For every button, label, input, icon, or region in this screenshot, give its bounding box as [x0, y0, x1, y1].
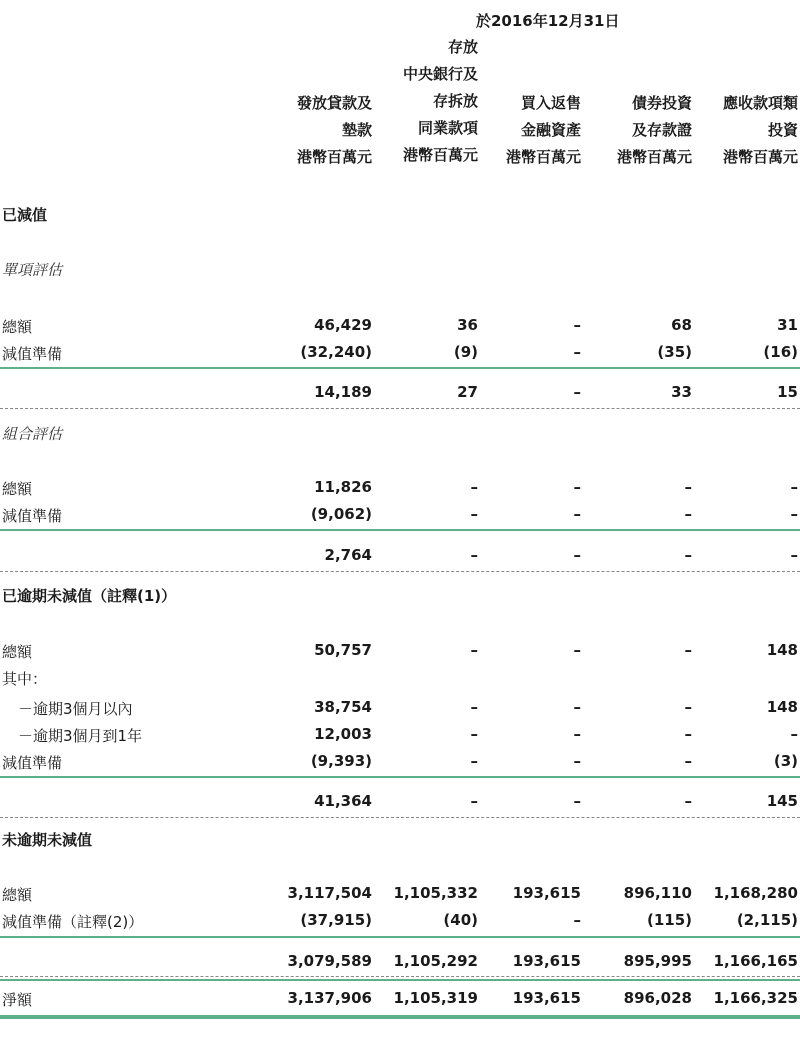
table-row [0, 668, 800, 690]
cell: 68 [671, 316, 692, 334]
cell: – [573, 725, 581, 743]
cell: – [573, 546, 581, 564]
cell: – [573, 316, 581, 334]
column-header-deposits [403, 38, 478, 164]
column-header-receivables [723, 94, 798, 166]
row-label: 減值準備（註釋(2)） [2, 913, 144, 931]
section-not-overdue: 未逾期未減值 [2, 831, 93, 849]
dashed-divider [0, 408, 800, 409]
subsection-individual: 單項評估 [2, 261, 63, 279]
table-row [0, 343, 800, 365]
cell: 1,105,319 [393, 989, 478, 1007]
cell: (40) [443, 911, 478, 929]
subtotal-rule [0, 367, 800, 369]
cell: – [573, 792, 581, 810]
cell: (2,115) [736, 911, 798, 929]
subsection-collective: 組合評估 [2, 425, 63, 443]
cell: – [573, 505, 581, 523]
header-line: 同業款項 [417, 119, 478, 137]
cell: 27 [457, 383, 478, 401]
cell: – [573, 478, 581, 496]
subtotal-rule [0, 776, 800, 778]
header-line: 港幣百萬元 [505, 148, 581, 166]
table-row [0, 316, 800, 338]
cell: – [470, 725, 478, 743]
cell: – [470, 546, 478, 564]
subtotal-rule [0, 936, 800, 938]
row-label: 總額 [2, 480, 33, 498]
header-line: 存放 [447, 38, 478, 56]
table-row [0, 911, 800, 933]
cell: 148 [766, 698, 798, 716]
cell: – [790, 478, 798, 496]
cell: 14,189 [314, 383, 372, 401]
cell: 1,105,332 [393, 884, 478, 902]
column-header-debt-securities [617, 94, 692, 166]
cell: 2,764 [324, 546, 372, 564]
header-line: 港幣百萬元 [402, 146, 478, 164]
row-label: 其中： [2, 670, 48, 688]
subtotal-row [0, 952, 800, 974]
table-row [0, 725, 800, 747]
row-label: 淨額 [2, 991, 33, 1009]
cell: 1,166,165 [713, 952, 798, 970]
cell: 3,117,504 [287, 884, 372, 902]
cell: (9,062) [310, 505, 372, 523]
column-header-loans [297, 94, 372, 166]
header-line: 存拆放 [432, 92, 478, 110]
header-line: 買入返售 [520, 94, 581, 112]
row-label: 減值準備 [2, 507, 63, 525]
cell: – [470, 505, 478, 523]
cell: 15 [777, 383, 798, 401]
cell: 31 [777, 316, 798, 334]
cell: (115) [646, 911, 692, 929]
cell: (35) [657, 343, 692, 361]
header-line: 應收款項類 [722, 94, 798, 112]
cell: – [684, 725, 692, 743]
cell: 46,429 [314, 316, 372, 334]
cell: 193,615 [512, 884, 581, 902]
table-row [0, 884, 800, 906]
cell: 38,754 [314, 698, 372, 716]
cell: 33 [671, 383, 692, 401]
cell: 1,105,292 [393, 952, 478, 970]
cell: – [790, 546, 798, 564]
cell: – [470, 698, 478, 716]
dashed-divider [0, 976, 800, 977]
cell: – [790, 725, 798, 743]
header-line: 墊款 [341, 121, 372, 139]
table-row [0, 478, 800, 500]
header-line: 投資 [767, 121, 798, 139]
subtotal-row [0, 546, 800, 568]
row-label: －逾期3個月到1年 [18, 727, 143, 745]
cell: – [573, 343, 581, 361]
header-line: 金融資產 [520, 121, 581, 139]
date-header: 於2016年12月31日 [476, 12, 620, 30]
table-row [0, 641, 800, 663]
cell: 1,166,325 [713, 989, 798, 1007]
row-label: 減值準備 [2, 754, 63, 772]
cell: 193,615 [512, 952, 581, 970]
cell: – [470, 641, 478, 659]
cell: – [684, 546, 692, 564]
row-label: 減值準備 [2, 345, 63, 363]
cell: – [573, 911, 581, 929]
table-row [0, 505, 800, 527]
cell: 895,995 [623, 952, 692, 970]
subtotal-row [0, 792, 800, 814]
row-label: －逾期3個月以內 [18, 700, 133, 718]
cell: 145 [766, 792, 798, 810]
cell: – [573, 383, 581, 401]
row-label: 總額 [2, 643, 33, 661]
cell: 896,110 [623, 884, 692, 902]
cell: – [470, 752, 478, 770]
cell: 12,003 [314, 725, 372, 743]
cell: – [684, 698, 692, 716]
cell: – [573, 698, 581, 716]
dashed-divider [0, 571, 800, 572]
header-line: 及存款證 [631, 121, 692, 139]
total-rule [0, 979, 800, 981]
header-line: 港幣百萬元 [296, 148, 372, 166]
cell: – [684, 792, 692, 810]
cell: – [470, 478, 478, 496]
cell: (16) [763, 343, 798, 361]
subtotal-rule [0, 529, 800, 531]
cell: 896,028 [623, 989, 692, 1007]
cell: 1,168,280 [713, 884, 798, 902]
row-label: 總額 [2, 318, 33, 336]
cell: (9) [453, 343, 478, 361]
header-line: 港幣百萬元 [616, 148, 692, 166]
subtotal-row [0, 383, 800, 405]
cell: – [684, 641, 692, 659]
cell: 193,615 [512, 989, 581, 1007]
cell: – [684, 752, 692, 770]
cell: 41,364 [314, 792, 372, 810]
table-row [0, 752, 800, 774]
header-line: 發放貸款及 [296, 94, 372, 112]
header-line: 中央銀行及 [402, 65, 478, 83]
row-label: 總額 [2, 886, 33, 904]
table-row [0, 698, 800, 720]
cell: (9,393) [310, 752, 372, 770]
cell: 50,757 [314, 641, 372, 659]
cell: – [790, 505, 798, 523]
cell: – [573, 641, 581, 659]
column-header-reverse-repo [506, 94, 581, 166]
header-line: 港幣百萬元 [722, 148, 798, 166]
cell: – [684, 505, 692, 523]
cell: – [470, 792, 478, 810]
cell: 3,137,906 [287, 989, 372, 1007]
cell: – [684, 478, 692, 496]
total-double-rule [0, 1015, 800, 1019]
cell: (37,915) [300, 911, 372, 929]
total-row [0, 989, 800, 1011]
section-overdue: 已逾期未減值（註釋(1)） [2, 587, 177, 605]
cell: (3) [773, 752, 798, 770]
section-impaired: 已減值 [2, 206, 48, 224]
cell: 3,079,589 [287, 952, 372, 970]
cell: 36 [457, 316, 478, 334]
dashed-divider [0, 817, 800, 818]
cell: (32,240) [300, 343, 372, 361]
cell: 11,826 [314, 478, 372, 496]
header-line: 債券投資 [631, 94, 692, 112]
cell: 148 [766, 641, 798, 659]
cell: – [573, 752, 581, 770]
